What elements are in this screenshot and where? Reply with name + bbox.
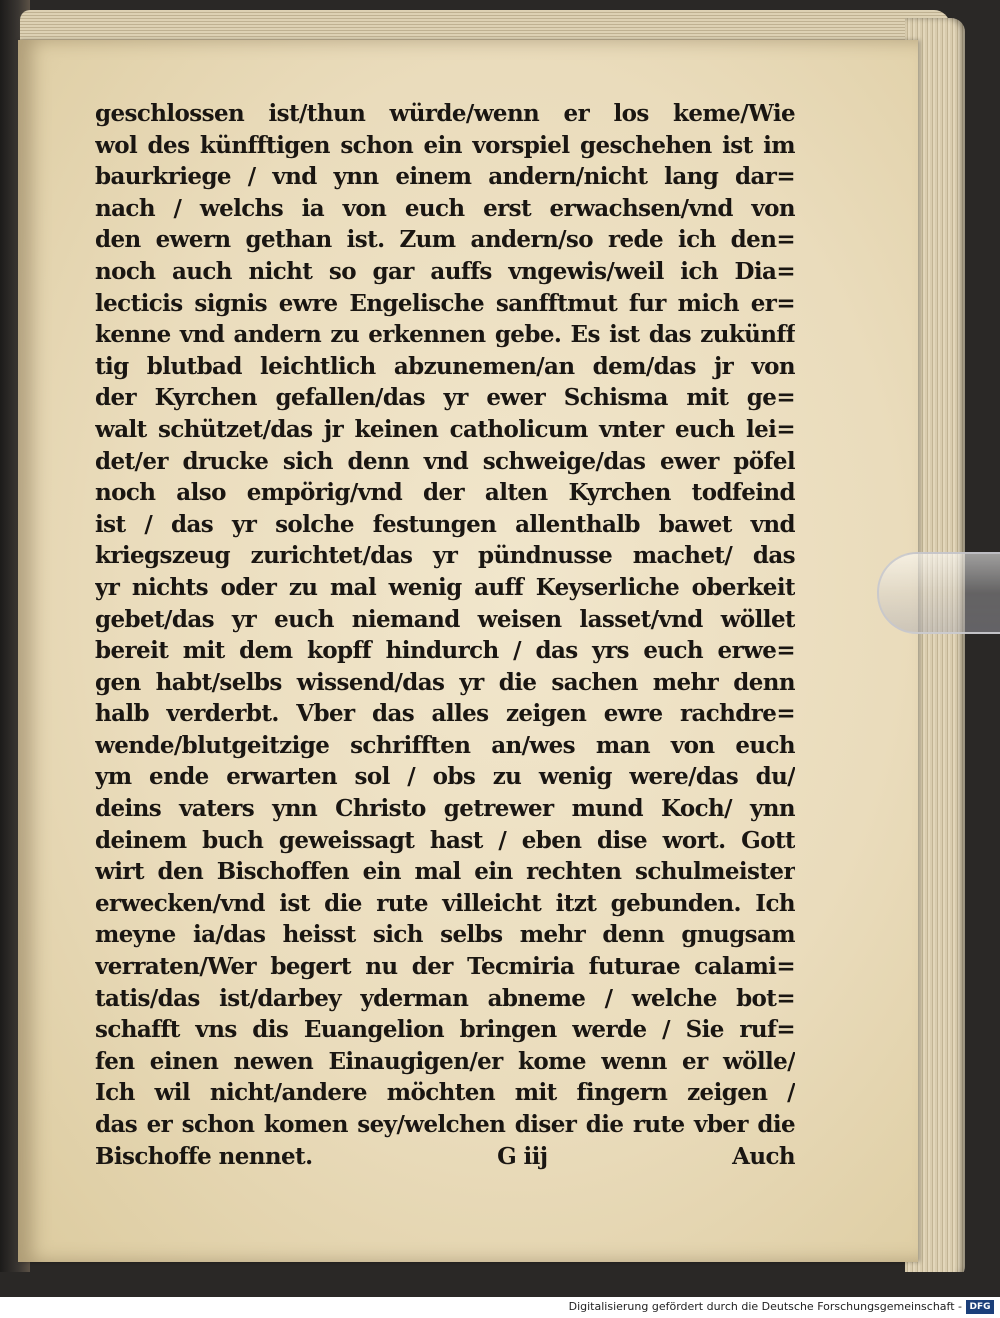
text-line: lecticis signis ewre Engelische sanfftmut fur mich er= — [95, 289, 795, 317]
text-line: tatis/das ist/darbey yderman abneme / welche bot= — [95, 984, 795, 1012]
text-line: noch also empörig/vnd der alten Kyrchen todfeind — [95, 479, 795, 507]
text-line: verraten/Wer begert nu der Tecmiria futurae calami= — [95, 953, 795, 981]
text-line: ist / das yr solche festungen allenthalb bawet vnd — [95, 510, 795, 538]
page-clip — [877, 552, 1000, 634]
text-line: deins vaters ynn Christo getrewer mund Koch/ ynn — [95, 795, 795, 823]
text-line: wende/blutgeitzige schrifften an/wes man von euch — [95, 731, 795, 759]
text-line: det/er drucke sich denn vnd schweige/das ewer pöfel — [95, 447, 795, 475]
page-text — [95, 98, 795, 1172]
text-line: wirt den Bischoffen ein mal ein rechten schulmeister — [95, 858, 795, 886]
last-line — [95, 1141, 795, 1173]
text-line: Ich wil nicht/andere möchten mit fingern zeigen / — [95, 1079, 795, 1107]
text-line: erwecken/vnd ist die rute villeicht itzt gebunden. Ich — [95, 889, 795, 917]
text-line: der Kyrchen gefallen/das yr ewer Schisma mit ge= — [95, 384, 795, 412]
catchword: Auch — [732, 1142, 795, 1170]
text-line: wol des künfftigen schon ein vorspiel geschehen ist im — [95, 131, 795, 159]
text-line: schafft vns dis Euangelion bringen werde / Sie ruf= — [95, 1016, 795, 1044]
footer-credit: Digitalisierung gefördert durch die Deutsche Forschungsgemeinschaft - — [568, 1300, 962, 1313]
scan-background — [0, 1272, 1000, 1297]
text-line: geschlossen ist/thun würde/wenn er los keme/Wie — [95, 100, 795, 127]
text-line: walt schützet/das jr keinen catholicum vnter euch lei= — [95, 415, 795, 443]
text-line: meyne ia/das heisst sich selbs mehr denn gnugsam — [95, 921, 795, 949]
text-line: gebet/das yr euch niemand weisen lasset/vnd wöllet — [95, 605, 795, 633]
text-line: bereit mit dem kopff hindurch / das yrs euch erwe= — [95, 637, 795, 665]
text-line: tig blutbad leichtlich abzunemen/an dem/das jr von — [95, 352, 795, 380]
signature-mark: G iij — [497, 1142, 548, 1170]
text-line: halb verderbt. Vber das alles zeigen ewre rachdre= — [95, 700, 795, 728]
last-line-text: Bischoffe nennet. — [95, 1142, 313, 1170]
text-line: baurkriege / vnd ynn einem andern/nicht lang dar= — [95, 163, 795, 191]
text-line: ym ende erwarten sol / obs zu wenig were/das du/ — [95, 763, 795, 791]
text-line: den ewern gethan ist. Zum andern/so rede ich den= — [95, 226, 795, 254]
text-line: yr nichts oder zu mal wenig auff Keyserliche oberkeit — [95, 573, 795, 601]
dfg-logo-icon: DFG — [966, 1300, 994, 1314]
text-line: kriegszeug zurichtet/das yr pündnusse machet/ das — [95, 542, 795, 570]
text-line: fen einen newen Einaugigen/er kome wenn er wölle/ — [95, 1047, 795, 1075]
text-line: gen habt/selbs wissend/das yr die sachen mehr denn — [95, 668, 795, 696]
text-line: kenne vnd andern zu erkennen gebe. Es ist das zukünff — [95, 321, 795, 349]
footer-bar — [0, 1297, 1000, 1318]
text-line: nach / welchs ia von euch erst erwachsen/vnd von — [95, 194, 795, 222]
text-line: deinem buch geweissagt hast / eben dise wort. Gott — [95, 826, 795, 854]
text-line: noch auch nicht so gar auffs vngewis/weil ich Dia= — [95, 257, 795, 285]
text-line: das er schon komen sey/welchen diser die rute vber die — [95, 1111, 795, 1138]
